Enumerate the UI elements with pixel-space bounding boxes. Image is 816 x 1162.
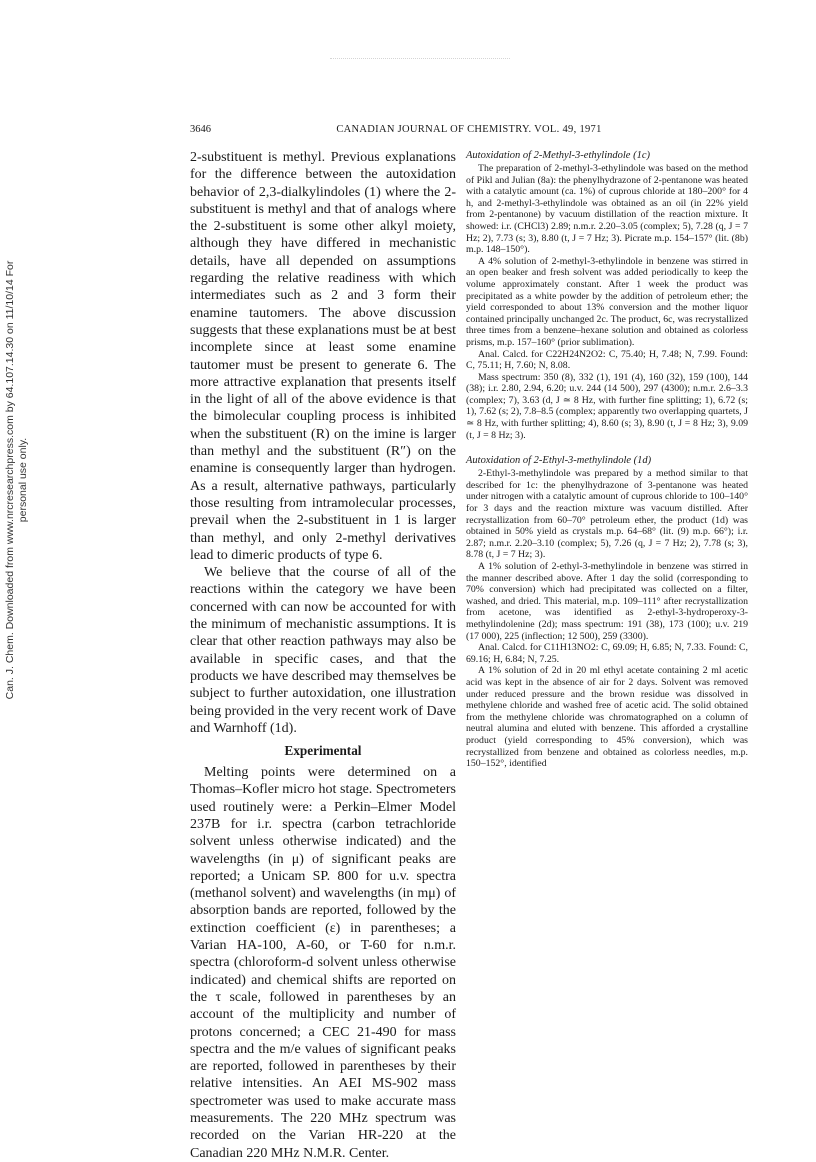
discussion-paragraph-1: 2-substituent is methyl. Previous explanations for the difference between the autoxidation behavior of 2,3-dialkylindoles (1) where the 2-substituent is methyl and that of analogs where the 2-substituent is some other alkyl moiety, although they have differed in mechanistic details, have all depended on assumptions regarding the relative readiness with which intermediates such as 2 and 3 form their enamine tautomers. The above discussion suggests that these explanations must be at best incomplete since at least some enamine tautomer must be present to generate 6. The more attractive explanation that presents itself in the light of all of the above evidence is that the bimolecular coupling process is inhibited when the substituent (R) on the imine is larger than methyl and the substituent (R″) on the enamine is consequently larger than hydrogen. As a result, alternative pathways, particularly those resulting from intramolecular processes, prevail when the 2-substituent in 1 is larger than methyl, and only 2-methyl derivatives lead to dimeric products of type 6.: [190, 150, 456, 563]
section1-paragraph-4: Mass spectrum: 350 (8), 332 (1), 191 (4), 160 (32), 159 (100), 144 (38); i.r. 2.80, 2.94, 6.20; u.v. 244 (14 500), 297 (4300); n.m.r. 2.6–3.3 (complex; 7), 3.63 (d, J ≃ 8 Hz, with further fine splitting; 1), 6.72 (s; 1), 7.62 (s; 2), 7.8–8.5 (complex; apparently two overlapping quartets, J ≃ 8 Hz, with further splitting; 4), 8.60 (s; 3), 8.90 (t, J = 8 Hz; 3), 9.09 (t, J = 8 Hz; 3).: [466, 371, 748, 441]
faint-scan-mark: [330, 58, 510, 65]
page-number: 3646: [190, 124, 211, 135]
discussion-paragraph-2: We believe that the course of all of the reactions within the category we have been concerned with can now be accounted for with the minimum of mechanistic assumptions. It is clear that other reaction pathways may also be available in specific cases, and that the products we have described may themselves be subject to further autoxidation, one illustration being provided in the very recent work of Dave and Warnhoff (1d).: [190, 565, 456, 736]
running-title: CANADIAN JOURNAL OF CHEMISTRY. VOL. 49, 1971: [336, 124, 602, 135]
section-title-ethyl-methylindole: Autoxidation of 2-Ethyl-3-methylindole (1d): [466, 455, 652, 467]
section1-paragraph-3: Anal. Calcd. for C22H24N2O2: C, 75.40; H, 7.48; N, 7.99. Found: C, 75.11; H, 7.60; N, 8.08.: [466, 348, 748, 372]
download-notice: [2, 240, 36, 720]
left-column: [190, 149, 456, 1162]
section2-paragraph-2: A 1% solution of 2-ethyl-3-methylindole in benzene was stirred in the manner described above. After 1 day the solid (corresponding to 70% conversion) which had precipitated was collected on a filter, washed, and dried. This material, m.p. 109–111° after recrystallization from acetone, was identified as 2-ethyl-3-hydroperoxy-3-methylindolenine (2d); mass spectrum: 191 (38), 173 (100); u.v. 219 (17 000), 225 (inflection; 12 500), 259 (3300).: [466, 561, 748, 642]
section2-paragraph-3: Anal. Calcd. for C11H13NO2: C, 69.09; H, 6.85; N, 7.33. Found: C, 69.16; H, 6.84; N, 7.25.: [466, 642, 748, 665]
section1-paragraph-2: A 4% solution of 2-methyl-3-ethylindole in benzene was stirred in an open beaker and fresh solvent was added periodically to keep the volume approximately constant. After 1 week the product was precipitated as a white powder by the addition of petroleum ether; the yield corresponded to about 13% conversion and the mother liquor contained principally unchanged 2c. The product, 6c, was recrystallized three times from a benzene–hexane solution and obtained as colorless prisms, m.p. 157–160° (prior sublimation).: [466, 255, 748, 348]
experimental-paragraph: Melting points were determined on a Thomas–Kofler micro hot stage. Spectrometers used routinely were: a Perkin–Elmer Model 237B for i.r. spectra (carbon tetrachloride solvent unless otherwise indicated) and the wavelengths (in μ) of significant peaks are reported; a Unicam SP. 800 for u.v. spectra (methanol solvent) and wavelengths (in mμ) of absorption bands are reported, followed by the extinction coefficient (ε) in parentheses; a Varian HA-100, A-60, or T-60 for n.m.r. spectra (chloroform-d solvent unless otherwise indicated) and chemical shifts are reported on the τ scale, followed in parentheses by an account of the multiplicity and number of protons concerned; a CEC 21-490 for mass spectra and the m/e values of significant peaks are reported, followed in parentheses by their relative intensities. An AEI MS-902 mass spectrometer was used to make accurate mass measurements. The 220 MHz spectrum was recorded on the Varian HR-220 at the Canadian 220 MHz N.M.R. Center.: [190, 765, 456, 1161]
page-header: [190, 124, 748, 140]
right-column: [466, 149, 748, 770]
section2-paragraph-4: A 1% solution of 2d in 20 ml ethyl acetate containing 2 ml acetic acid was kept in the absence of air for 2 days. Solvent was removed under reduced pressure and the brown residue was dissolved in methylene chloride and washed free of acetic acid. The solid obtained from the methylene chloride was chromatographed on a column of neutral alumina and eluted with benzene. This afforded a crystalline product (yield corresponding to 45% conversion), which was recrystallized from benzene and obtained as colorless needles, m.p. 150–152°, identified: [466, 665, 748, 770]
download-notice-text: Can. J. Chem. Downloaded from www.nrcresearchpress.com by 64.107.14.30 on 11/10/14 For personal use only.: [4, 260, 29, 700]
experimental-heading: Experimental: [284, 743, 362, 759]
section1-paragraph-1: The preparation of 2-methyl-3-ethylindole was based on the method of Pikl and Julian (8a): the phenylhydrazone of 2-pentanone was heated with a catalytic amount (ca. 1%) of cuprous chloride at 180–200° for 4 h, and 2-methyl-3-ethylindole was obtained as an oil (in 22% yield from 2-pentanone) by vacuum distillation of the reaction mixture. It showed: i.r. (CHCl3) 2.89; n.m.r. 2.20–3.05 (complex; 5), 7.28 (q, J = 7 Hz; 2), 7.73 (s; 3), 8.80 (t, J = 7 Hz; 3). Picrate m.p. 154–157° (lit. (8b) m.p. 148–150°).: [466, 163, 748, 256]
section-title-methyl-ethylindole: Autoxidation of 2-Methyl-3-ethylindole (1c): [466, 150, 650, 161]
section2-paragraph-1: 2-Ethyl-3-methylindole was prepared by a method similar to that described for 1c: the phenylhydrazone of 3-pentanone was heated under nitrogen with a catalytic amount of cuprous chloride to 100–140° for 3 days and the reaction mixture was vacuum distilled. After recrystallization from 60–70° petroleum ether, the product (1d) was obtained in 50% yield as crystals m.p. 64–68° (lit. (9) m.p. 66°); i.r. 2.87; n.m.r. 2.20–3.10 (complex; 5), 7.26 (q, J = 7 Hz; 2), 7.78 (s; 3), 8.78 (t, J = 7 Hz; 3).: [466, 468, 748, 561]
section-gap: [466, 441, 748, 454]
